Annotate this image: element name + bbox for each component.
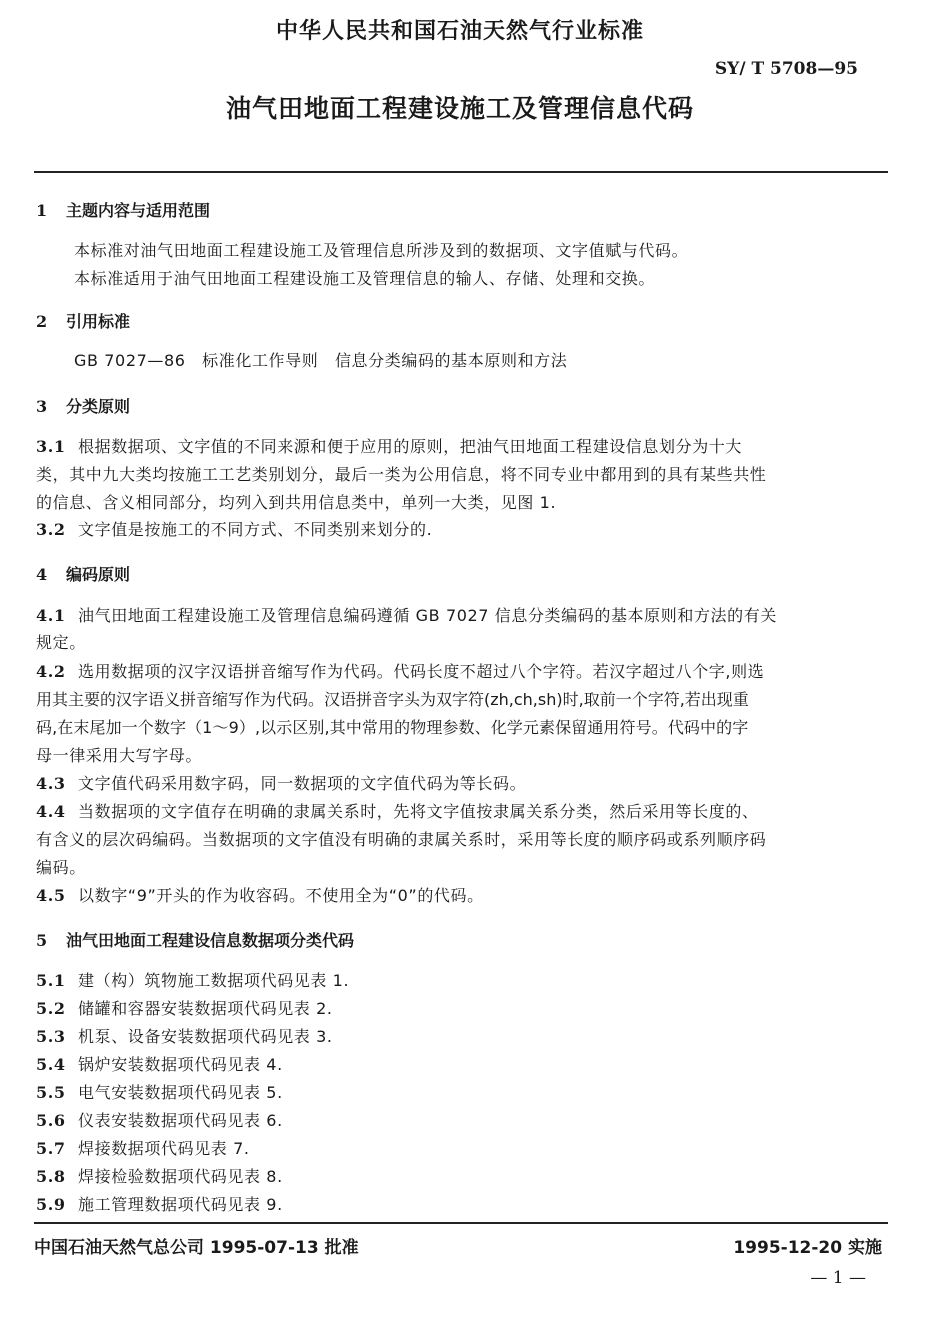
list-item <box>36 1192 283 1215</box>
section-3-heading <box>36 394 130 417</box>
clause-number: 5.2 <box>36 999 66 1018</box>
page-number: — 1 — <box>810 1268 866 1288</box>
clause-4-2-line-2: 用其主要的汉字语义拼音缩写作为代码。汉语拼音字头为双字符(zh,ch,sh)时,取前一个字符,若出现重 <box>36 690 749 709</box>
clause-4-5 <box>36 883 484 906</box>
clause-text: 施工管理数据项代码见表 9. <box>78 1195 283 1214</box>
clause-number: 4.1 <box>36 606 66 625</box>
bottom-divider <box>34 1222 888 1224</box>
list-item <box>36 968 349 991</box>
clause-number: 5.6 <box>36 1111 66 1130</box>
clause-text: 文字值是按施工的不同方式、不同类别来划分的. <box>78 520 433 539</box>
clause-text: 建（构）筑物施工数据项代码见表 1. <box>78 971 350 990</box>
clause-number: 4.2 <box>36 662 66 681</box>
clause-number: 5.4 <box>36 1055 66 1074</box>
clause-text: 选用数据项的汉字汉语拼音缩写作为代码。代码长度不超过八个字符。若汉字超过八个字,则选 <box>78 662 765 681</box>
clause-4-1-line-2: 规定。 <box>36 633 86 652</box>
section-number: 5 <box>36 931 48 950</box>
section-title: 主题内容与适用范围 <box>66 201 211 220</box>
clause-4-1-line-1 <box>36 603 777 626</box>
clause-number: 5.5 <box>36 1083 66 1102</box>
section-number: 2 <box>36 312 48 331</box>
clause-3-1-line-1 <box>36 434 742 457</box>
top-divider <box>34 171 888 173</box>
clause-4-4-line-2: 有含义的层次码编码。当数据项的文字值没有明确的隶属关系时，采用等长度的顺序码或系列顺序码 <box>36 830 767 849</box>
reference-standard: GB 7027—86 标准化工作导则 信息分类编码的基本原则和方法 <box>74 351 568 370</box>
clause-number: 5.7 <box>36 1139 66 1158</box>
clause-text: 电气安装数据项代码见表 5. <box>78 1083 283 1102</box>
clause-4-2-line-3: 码,在末尾加一个数字（1～9）,以示区别,其中常用的物理参数、化学元素保留通用符号。代码中的字 <box>36 718 749 737</box>
list-item <box>36 1080 283 1103</box>
clause-number: 5.8 <box>36 1167 66 1186</box>
section-title: 引用标准 <box>66 312 131 331</box>
clause-text: 根据数据项、文字值的不同来源和便于应用的原则，把油气田地面工程建设信息划分为十大 <box>78 437 743 456</box>
clause-text: 焊接数据项代码见表 7. <box>78 1139 250 1158</box>
list-item <box>36 996 333 1019</box>
clause-text: 锅炉安装数据项代码见表 4. <box>78 1055 283 1074</box>
clause-text: 机泵、设备安装数据项代码见表 3. <box>78 1027 333 1046</box>
clause-text: 以数字“9”开头的作为收容码。不使用全为“0”的代码。 <box>78 886 484 905</box>
clause-4-4-line-1 <box>36 799 759 822</box>
section-title: 分类原则 <box>66 397 131 416</box>
section-2-heading <box>36 309 130 332</box>
clause-number: 5.1 <box>36 971 66 990</box>
section-1-heading <box>36 198 210 221</box>
clause-4-4-line-3: 编码。 <box>36 858 86 877</box>
clause-text: 焊接检验数据项代码见表 8. <box>78 1167 283 1186</box>
section-title: 油气田地面工程建设信息数据项分类代码 <box>66 931 355 950</box>
clause-text: 文字值代码采用数字码，同一数据项的文字值代码为等长码。 <box>78 774 527 793</box>
clause-number: 5.9 <box>36 1195 66 1214</box>
clause-text: 仪表安装数据项代码见表 6. <box>78 1111 283 1130</box>
section-number: 4 <box>36 565 48 584</box>
clause-number: 3.1 <box>36 437 66 456</box>
section-number: 1 <box>36 201 48 220</box>
clause-number: 5.3 <box>36 1027 66 1046</box>
approval-line: 中国石油天然气总公司 1995-07-13 批准 <box>34 1238 359 1258</box>
clause-3-1-line-2: 类，其中九大类均按施工工艺类别划分，最后一类为公用信息，将不同专业中都用到的具有某些共性 <box>36 465 767 484</box>
list-item <box>36 1024 333 1047</box>
clause-4-3 <box>36 771 526 794</box>
list-item <box>36 1164 283 1187</box>
clause-3-2 <box>36 517 432 540</box>
section-1-para-1: 本标准对油气田地面工程建设施工及管理信息所涉及到的数据项、文字值赋与代码。 <box>74 241 689 260</box>
clause-3-1-line-3: 的信息、含义相同部分，均列入到共用信息类中，单列一大类，见图 1. <box>36 493 557 512</box>
list-item <box>36 1108 283 1131</box>
clause-4-2-line-4: 母一律采用大写字母。 <box>36 746 203 765</box>
clause-4-2-line-1 <box>36 659 764 682</box>
section-4-heading <box>36 562 130 585</box>
section-5-heading <box>36 928 354 951</box>
section-1-para-2: 本标准适用于油气田地面工程建设施工及管理信息的输人、存储、处理和交换。 <box>74 269 656 288</box>
clause-number: 3.2 <box>36 520 66 539</box>
clause-text: 油气田地面工程建设施工及管理信息编码遵循 GB 7027 信息分类编码的基本原则和方法的有关 <box>78 606 777 625</box>
clause-number: 4.4 <box>36 802 66 821</box>
document-title: 油气田地面工程建设施工及管理信息代码 <box>225 94 694 123</box>
clause-number: 4.5 <box>36 886 66 905</box>
clause-text: 当数据项的文字值存在明确的隶属关系时，先将文字值按隶属关系分类，然后采用等长度的、 <box>78 802 759 821</box>
section-title: 编码原则 <box>66 565 131 584</box>
clause-text: 储罐和容器安装数据项代码见表 2. <box>78 999 333 1018</box>
implementation-date: 1995-12-20 实施 <box>733 1238 882 1258</box>
list-item <box>36 1052 283 1075</box>
list-item <box>36 1136 250 1159</box>
clause-number: 4.3 <box>36 774 66 793</box>
standard-number: SY/ T 5708—95 <box>714 59 858 79</box>
header-organization: 中华人民共和国石油天然气行业标准 <box>275 19 644 44</box>
section-number: 3 <box>36 397 48 416</box>
